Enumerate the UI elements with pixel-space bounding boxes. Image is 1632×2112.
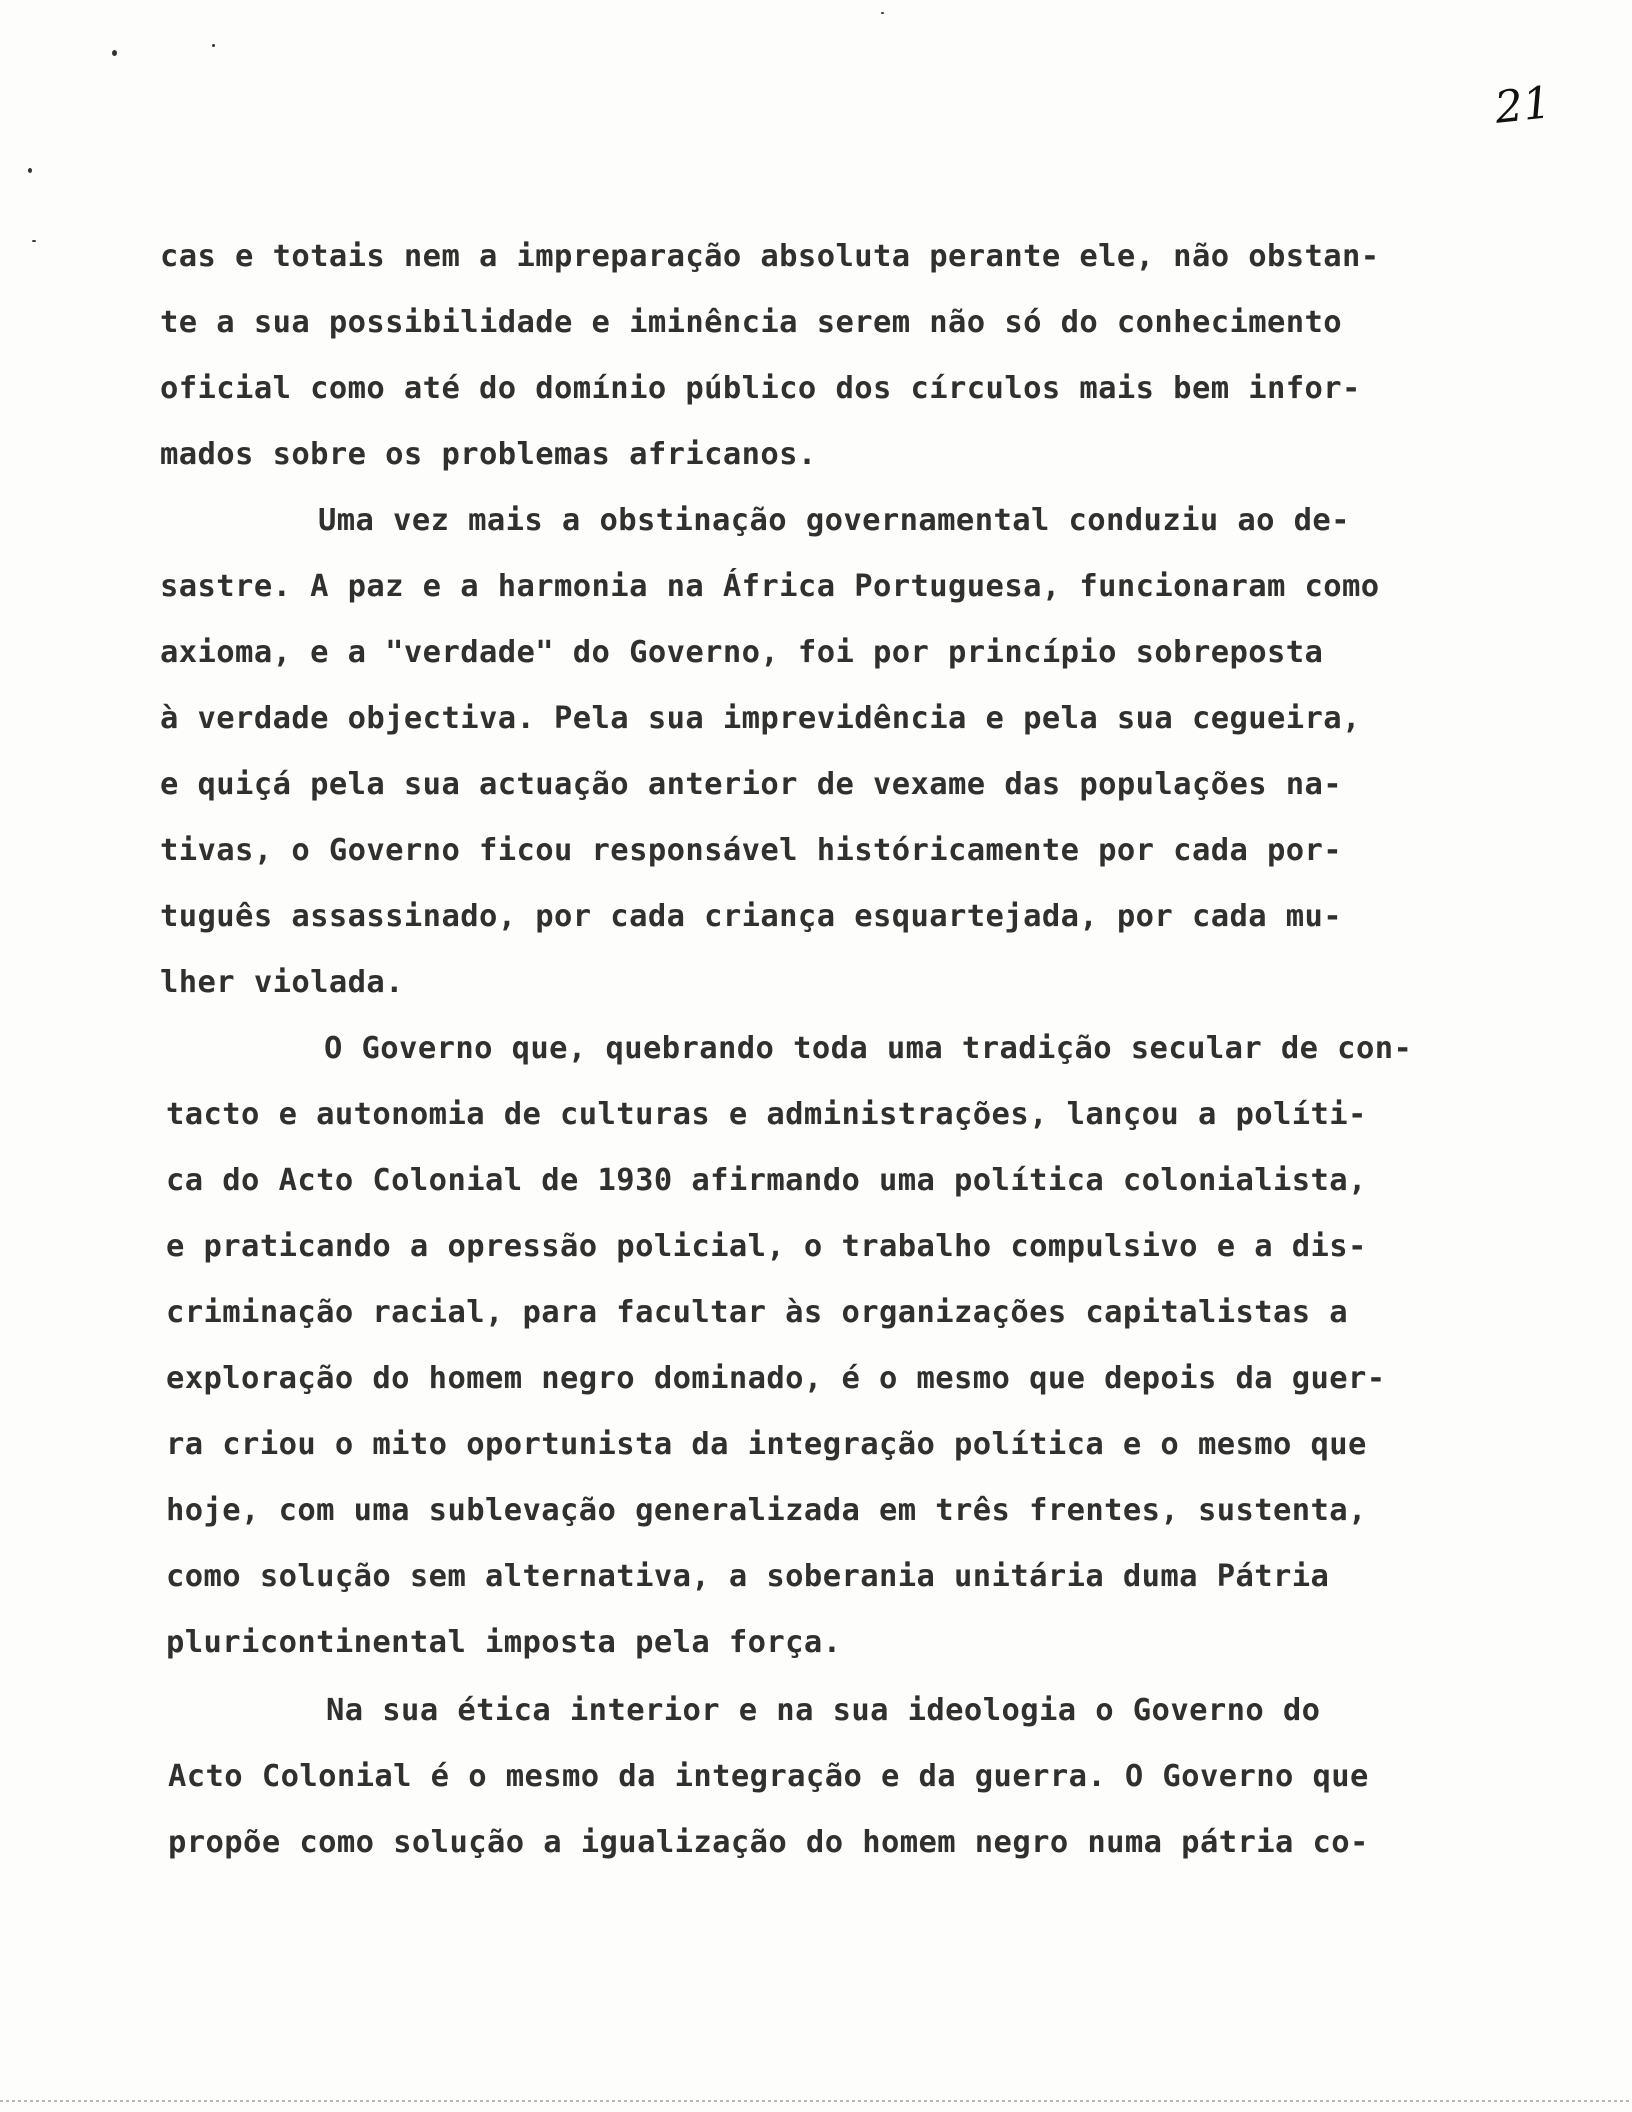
text-line: propõe como solução a igualização do homem negro numa pátria co- xyxy=(168,1825,1369,1860)
text-line: te a sua possibilidade e iminência serem não só do conhecimento xyxy=(160,305,1343,340)
scan-edge xyxy=(0,2100,1632,2102)
text-line: criminação racial, para facultar às organizações capitalistas a xyxy=(166,1295,1349,1330)
text-line: tuguês assassinado, por cada criança esquartejada, por cada mu- xyxy=(160,899,1343,934)
text-line: oficial como até do domínio público dos círculos mais bem infor- xyxy=(160,371,1361,406)
text-line: axioma, e a "verdade" do Governo, foi por princípio sobreposta xyxy=(160,635,1324,670)
text-line: cas e totais nem a impreparação absoluta perante ele, não obstan- xyxy=(160,239,1380,274)
text-line: à verdade objectiva. Pela sua imprevidência e pela sua cegueira, xyxy=(160,701,1361,736)
text-line: tacto e autonomia de culturas e administrações, lançou a políti- xyxy=(166,1097,1367,1132)
text-line: exploração do homem negro dominado, é o mesmo que depois da guer- xyxy=(166,1361,1386,1396)
text-line: como solução sem alternativa, a soberania unitária duma Pátria xyxy=(166,1559,1330,1594)
text-line: e quiçá pela sua actuação anterior de vexame das populações na- xyxy=(160,767,1343,802)
text-line: lher violada. xyxy=(160,965,404,1000)
page-number: 21 xyxy=(1492,77,1554,134)
text-line: e praticando a opressão policial, o trabalho compulsivo e a dis- xyxy=(166,1229,1367,1264)
text-line: Acto Colonial é o mesmo da integração e da guerra. O Governo que xyxy=(168,1759,1369,1794)
text-line: sastre. A paz e a harmonia na África Portuguesa, funcionaram como xyxy=(160,569,1380,604)
text-line: mados sobre os problemas africanos. xyxy=(160,437,817,472)
text-line: ca do Acto Colonial de 1930 afirmando uma política colonialista, xyxy=(166,1163,1367,1198)
text-line: ra criou o mito oportunista da integração política e o mesmo que xyxy=(166,1427,1367,1462)
text-line: tivas, o Governo ficou responsável históricamente por cada por- xyxy=(160,833,1343,868)
text-line: Na sua ética interior e na sua ideologia o Governo do xyxy=(326,1693,1321,1728)
text-line: Uma vez mais a obstinação governamental conduziu ao de- xyxy=(318,503,1350,538)
text-line: pluricontinental imposta pela força. xyxy=(166,1625,842,1660)
text-line: hoje, com uma sublevação generalizada em três frentes, sustenta, xyxy=(166,1493,1367,1528)
text-line: O Governo que, quebrando toda uma tradição secular de con- xyxy=(324,1031,1413,1066)
